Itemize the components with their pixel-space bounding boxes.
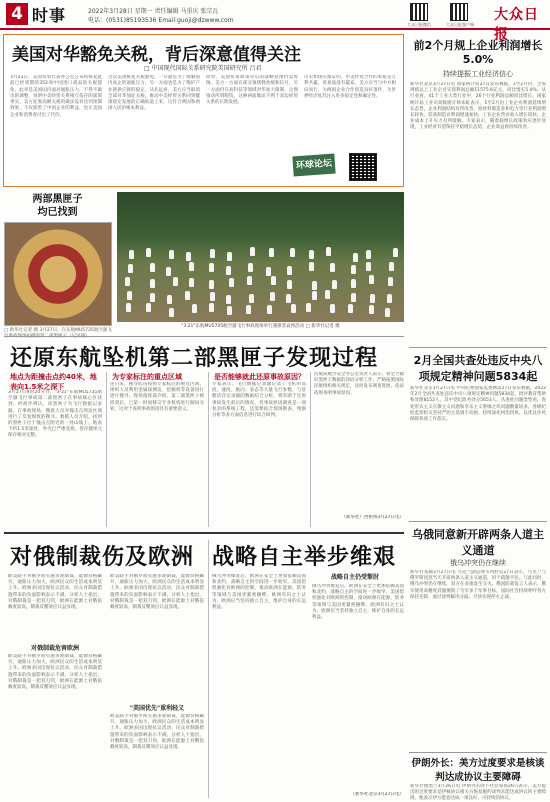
- masthead: [0, 0, 550, 43]
- rescuer-figure: [369, 275, 374, 284]
- rescuer-figure: [126, 303, 131, 312]
- divider: [409, 752, 547, 753]
- rescuer-figure: [173, 277, 178, 286]
- feature-article: [3, 34, 404, 187]
- rescuer-figure: [227, 252, 232, 261]
- rescuer-figure: [389, 262, 394, 271]
- crash-site-photo: [117, 192, 404, 322]
- rescuer-figure: [287, 266, 292, 275]
- rescuer-figure: [209, 280, 214, 289]
- bottom-left-headline: 对俄制裁伤及欧洲: [10, 545, 195, 570]
- divider: [4, 336, 404, 337]
- story-text: 新华社德黑兰3月26日电 伊朗外长阿卜杜拉希扬26日表示，美方提出的过度要求是伊核协议相关方恢复履约谈判未能达成协议的主要障碍。他表示伊方愿意达成一项良好、可持续的协议。: [410, 784, 546, 802]
- column-divider: [106, 372, 107, 527]
- rescuer-figure: [366, 250, 371, 259]
- rescuer-figure: [166, 267, 171, 276]
- section-heading: 战略自主仍受掣肘: [330, 574, 379, 581]
- story-headline: 前2个月规上企业利润增长5.0%: [413, 39, 543, 66]
- story-text: 新华社北京3月27日电 国家统计局27日发布数据，1至2月份，全国规模以上工业企业实现利润总额11575.6亿元，同比增长5.0%。从行业看，41个工业大类行业中，26个行业利润总额同比增长。国家统计局工业司高级统计师朱虹表示，1至2月份工业企业利润延续增长态势，企业利润结构有所改善，原材料制造业和电力等行业利润增长较快，装备制造业利润增速加快，工业企业营业收入增长较快，企业成本上升压力有所缓解。专家表示，随着稳增长政策效应逐步显现，工业经济有望保持平稳增长态势，企业效益将持续改善。: [410, 82, 546, 131]
- rescuer-figure: [351, 265, 356, 274]
- rescuer-figure: [312, 291, 317, 300]
- date-line: 2022年3月28日 星期一 责任编辑 马重庆 张宗瓦: [88, 8, 219, 15]
- rescuer-figure: [250, 247, 255, 256]
- rescuer-figure: [306, 303, 311, 312]
- section-title: 时事: [32, 6, 67, 25]
- rescuer-figure: [269, 248, 274, 257]
- rescuer-figure: [287, 280, 292, 289]
- rescuer-figure: [210, 249, 215, 258]
- photo-credit: □ 新华社记者 摄: [305, 324, 340, 329]
- rescuer-figure: [393, 248, 398, 257]
- story-headline: 伊朗外长：美方过度要求是核谈判达成协议主要障碍: [411, 758, 545, 783]
- qr-code-icon: [349, 153, 377, 181]
- rescuer-figure: [325, 290, 330, 299]
- feature-headline: 美国对华豁免关税，背后深意值得关注: [12, 45, 301, 65]
- section-heading: 为专家标注的重点区域: [112, 373, 182, 381]
- section-heading: 对俄制裁危害欧洲: [30, 645, 79, 652]
- rescuer-figure: [385, 308, 390, 317]
- feature-text-col: 同时，美国贸易政策背后的战略意图仍需警惕。美方一方面在部分领域释放缓和信号，另一方面仍在高科技等领域对华加大限制，企图推动所谓脱钩，这种两面做法不利于双边经贸关系的长期发展。: [206, 75, 298, 106]
- article-text-col: 民航局航空安全办公室负责人表示，将全力做好黑匣子数据的译码分析工作，严格按照国际民航组织相关规定，及时发布调查进展，依法依规查明事故原因。: [314, 372, 404, 396]
- feature-byline: □ 中国现代国际关系研究院美国研究所 吕君: [144, 65, 262, 72]
- rescuer-figure: [150, 279, 155, 288]
- column-badge: 环球论坛: [292, 154, 335, 177]
- rescuer-figure: [150, 263, 155, 272]
- story-headline: 2月全国共查处违反中央八项规定精神问题5834起: [413, 354, 543, 383]
- section-heading: 地点为距撞击点约40米，地表向1.5米之深下: [10, 373, 97, 391]
- feature-text-col: 这次美国恢复关税豁免，一方面是为了缓解国内高企的通胀压力，另一方面也是为了维护产业链供应链的稳定。从长远看，美方应当取消全部对华加征关税，推动中美经贸关系回到健康稳定发展的正确轨道上来，这符合两国和两国人民的根本利益。: [108, 75, 200, 112]
- divider: [409, 521, 547, 522]
- rescuer-figure: [189, 262, 194, 271]
- article-credit: （新华社北京3月27日电）: [350, 792, 404, 797]
- article-text-col: 俄乌冲突爆发后，欧洲在安全上更加依赖美国和北约，战略自主的空间进一步收窄。美国借机强化对欧洲的控制，推动欧洲在能源、防务等领域与美国更紧密捆绑。欧洲有识之士认为，欧洲应当坚持独立自主，维护自身的长远利益。: [212, 574, 306, 611]
- rescuer-figure: [326, 247, 331, 256]
- rescuer-figure: [167, 295, 172, 304]
- story-subheadline: 俄乌冲突仍在继续: [450, 559, 506, 567]
- rescuer-figure: [266, 267, 271, 276]
- rescuer-figure: [247, 276, 252, 285]
- column-divider: [208, 372, 209, 527]
- rescuer-figure: [330, 263, 335, 272]
- article-credit: （新华社广西梧州3月27日电）: [341, 515, 404, 520]
- story-text: 新华社基辅3月27日电 乌克兰副总理韦列舒克27日表示，乌克兰与俄罗斯同意当天开辟两条人道主义通道，用于疏散平民。与此同时，俄乌冲突仍在继续，双方在多地发生交火。俄国防部发言人表示，俄军使用高精度武器摧毁了乌军多个军事目标。国际社会持续呼吁各方保持克制，通过谈判解决分歧，尽快实现停火止战。: [410, 570, 546, 600]
- bottom-right-headline: 战略自主举步维艰: [212, 545, 397, 570]
- rescuer-figure: [127, 291, 132, 300]
- rescuer-figure: [150, 293, 155, 302]
- section-heading: 是否能够就此还原事故原因？: [214, 373, 305, 381]
- story-headline: 乌俄同意新开辟两条人道主义通道: [412, 528, 544, 557]
- story-text: 新华社北京3月27日电 中央纪委国家监委网站27日发布数据，2022年2月全国共查处违反中央八项规定精神问题5834起，批评教育帮助和处理8152人，其中党纪政务处分5653人。从查处问题类型看，查处形式主义官僚主义问题和享乐主义奢靡之风问题数量较多。各级纪检监察机关坚持严的主基调不动摇，持续深化纠治四风，以优良作风保障各项工作落实。: [410, 386, 546, 423]
- rescuer-figure: [267, 305, 272, 314]
- rescuer-figure: [129, 250, 134, 259]
- feature-text-col: 3月23日，美国贸易代表办公室公布将恢复此前已经到期的352项中国进口商品的关税豁免，此举是美国国内面对通胀压力，不得不做出的调整，说明中美经贸关系相互依存的深刻事实。美方征收高额关税的做法没有达到预期效果，不仅损害了中国企业的利益，也让美国企业和消费者付出了代价。: [10, 75, 102, 118]
- article-text-col: 欧美联手对俄罗斯实施多轮制裁，能源价格飙升，通胀压力加大，欧洲民众的生活成本明显上升。欧洲多国出现抗议活动，民众对制裁措施带来的负面影响表示不满。分析人士指出，对俄制裁是一把双刃剑，欧洲在能源上对俄依赖度较高，制裁反噬效应日益显现。: [110, 714, 204, 751]
- rescuer-figure: [291, 304, 296, 313]
- rescuer-figure: [169, 308, 174, 317]
- rescuer-figure: [369, 305, 374, 314]
- rescuer-figure: [125, 277, 130, 286]
- rescuer-figure: [351, 293, 356, 302]
- rescuer-figure: [353, 253, 358, 262]
- rescuer-figure: [387, 294, 392, 303]
- rescuer-figure: [185, 291, 190, 300]
- article-text-col: 欧美联手对俄罗斯实施多轮制裁，能源价格飙升，通胀压力加大，欧洲民众的生活成本明显上升。欧洲多国出现抗议活动，民众对制裁措施带来的负面影响表示不满。分析人士指出，对俄制裁是一把双刃剑，欧洲在能源上对俄依赖度较高，制裁反噬效应日益显现。: [110, 574, 204, 611]
- rescuer-figure: [169, 250, 174, 259]
- article-text-col: 连日来，搜寻队伍按照专家标注的重点区域，组织人员利用金属探测仪、挖掘机等设备进行逐片搜寻。现场指挥部介绍，第二部黑匣子被找到后，已第一时间移交专业机构进行解码分析，这对于查明事故原因具有重要意义。: [110, 382, 204, 412]
- qr-code-icon: [410, 3, 428, 21]
- rescuer-figure: [226, 266, 231, 275]
- rescuer-figure: [227, 306, 232, 315]
- feature-text-col: 历史和现实都证明，中美经贸合作的本质是互利共赢，贸易战没有赢家。美方应当与中方相向而行，为两国企业合作创造良好条件，为世界经济复苏注入更多稳定性和确定性。: [304, 75, 396, 99]
- photo-caption: [117, 324, 404, 330]
- rescuer-figure: [186, 252, 191, 261]
- blackbox-headline: 两部黑匣子均已找到: [32, 194, 83, 218]
- photo-caption: □ 新华社记者 摄 3月27日，在东航MU5735航空器飞: [4, 328, 112, 333]
- rescuer-figure: [146, 248, 151, 257]
- column-divider: [208, 540, 209, 798]
- rescuer-figure: [366, 262, 371, 271]
- rescuer-figure: [351, 279, 356, 288]
- rescuer-figure: [348, 304, 353, 313]
- rescuer-figure: [226, 295, 231, 304]
- newspaper-logo: 大众日报: [494, 7, 539, 43]
- rescuer-figure: [249, 294, 254, 303]
- qr-caption: 大众日报客户端: [446, 22, 474, 27]
- rescuer-figure: [146, 303, 151, 312]
- rescuer-figure: [370, 294, 375, 303]
- rescuer-figure: [332, 280, 337, 289]
- main-headline: 还原东航坠机第二部黑匣子发现过程: [10, 346, 379, 371]
- story-subheadline: 持续提振工业经济信心: [443, 70, 513, 78]
- article-text-col: 欧美联手对俄罗斯实施多轮制裁，能源价格飙升，通胀压力加大，欧洲民众的生活成本明显上升。欧洲多国出现抗议活动，民众对制裁措施带来的负面影响表示不满。分析人士指出，对俄制裁是一把双刃剑，欧洲在能源上对俄依赖度较高，制裁反噬效应日益显现。: [8, 654, 102, 691]
- rescuer-figure: [271, 276, 276, 285]
- qr-code-icon: [450, 3, 468, 21]
- article-text-col: 欧美联手对俄罗斯实施多轮制裁，能源价格飙升，通胀压力加大，欧洲民众的生活成本明显上升。欧洲多国出现抗议活动，民众对制裁措施带来的负面影响表示不满。分析人士指出，对俄制裁是一把双刃剑，欧洲在能源上对俄依赖度较高，制裁反噬效应日益显现。: [8, 574, 102, 611]
- column-divider: [310, 372, 311, 527]
- rescuer-figure: [290, 248, 295, 257]
- rescuer-figure: [192, 304, 197, 313]
- rescuer-figure: [330, 304, 335, 313]
- qr-caption: 大众日报微信: [407, 22, 431, 27]
- rescuer-figure: [229, 278, 234, 287]
- rescuer-figure: [312, 281, 317, 290]
- blackbox-photo: [4, 222, 112, 326]
- rescuer-figure: [309, 250, 314, 259]
- rescuer-figure: [189, 278, 194, 287]
- rescuer-figure: [248, 263, 253, 272]
- rescuer-figure: [209, 303, 214, 312]
- divider: [4, 532, 404, 534]
- rescuer-figure: [286, 294, 291, 303]
- article-text-col: 专家表示，飞行数据记录器记录了飞机的高度、速度、航向、姿态等大量飞行参数，与驻舱话音记录器的数据结合分析，将有助于还原事故发生前后的情况。但事故原因调查是一项复杂的系统工程，还需要结合现场勘查、残骸分析等多方面信息进行综合研判。: [212, 382, 306, 419]
- section-heading: "美国优先"重利轻义: [129, 705, 185, 712]
- rescuer-figure: [270, 292, 275, 301]
- divider: [409, 347, 547, 348]
- caption-text: "3·21"东航MU5735航空器飞行事故现场举行遇难者哀悼活动: [181, 324, 305, 329]
- page-number: 4: [6, 3, 28, 25]
- rescuer-figure: [128, 264, 133, 273]
- rescuer-figure: [309, 262, 314, 271]
- rescuer-figure: [209, 263, 214, 272]
- rescuer-figure: [388, 277, 393, 286]
- rescuer-figure: [246, 305, 251, 314]
- email-line: 电话：(0531)85193536 Email:guoji@dzwww.com: [88, 17, 234, 24]
- article-text-col: 俄乌冲突爆发后，欧洲在安全上更加依赖美国和北约，战略自主的空间进一步收窄。美国借机强化对欧洲的控制，推动欧洲在能源、防务等领域与美国更紧密捆绑。欧洲有识之士认为，欧洲应当坚持独立自主，维护自身的长远利益。: [312, 584, 404, 621]
- rescuer-figure: [210, 292, 215, 301]
- article-text-col: 3月27日9时20分许，"3·21"东航MU5735航空器飞行事故第二部黑匣子在事故核心区找到。经初步辨认，该黑匣子为飞行数据记录器。在事故现场，搜救人员对撞击点周边区域进行了反复细致的搜寻。救援人员介绍，找到的黑匣子位于撞击点附近的一处山坡上，地表下约1.5米深处，外壳已严重受损，但存储单元保存相对完整。: [8, 390, 102, 439]
